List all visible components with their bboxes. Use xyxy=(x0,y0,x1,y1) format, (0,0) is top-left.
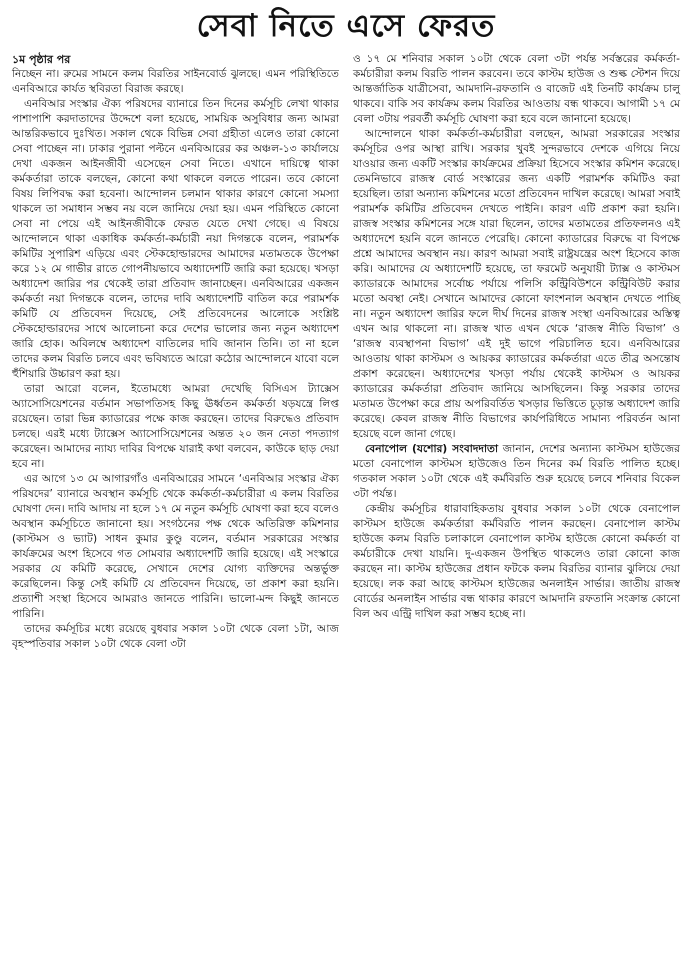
continued-from-label: ১ম পৃষ্ঠার পর xyxy=(12,53,71,66)
dateline-text: জানান, দেশের অন্যান্য কাস্টমস হাউজের মতো বেনাপোল কাস্টমস হাউজেও তিন দিনের কর্ম বিরতি পালিত হচ্ছে। গতকাল সকাল ১০টা থেকে এই কর্মবিরতি শুরু হয়েছে চলবে শনিবার বিকেল ৩টা পর্যন্ত। xyxy=(353,443,680,500)
paragraph: আন্দোলনে থাকা কর্মকর্তা-কর্মচারীরা বলছেন, আমরা সরকারের সংস্কার কর্মসূচির ওপর আস্থা রাখি। সরকার খুবই সুন্দরভাবে দেশকে এগিয়ে নিয়ে যাওয়ার জন্য একটি সংস্কার কার্যক্রমের প্রক্রিয়া হিসেবে সংস্কার কমিশন করেছে। তেমনিভাবে রাজস্ব বোর্ড সংস্কারের জন্য একটি পরামর্শক কমিটিও করা হয়েছিল। তারা অন্যান্য কমিশনের মতো প্রতিবেদন দাখিল করেছে। আমরা সবাই পরামর্শক কমিটির প্রতিবেদন দেখতে পাইনি। কারণ এটি প্রকাশ করা হয়নি। রাজস্ব সংস্কার কমিশনের সঙ্গে যারা ছিলেন, তাদের মতামতের প্রতিফলনও এই অধ্যাদেশে হয়নি বলে জানতে পেরেছি। কোনো ক্যাডারের বিরুদ্ধে বা বিপক্ষে প্রশ্নে আমাদের অবস্থান নয়। কারণ আমরা সবাই রাষ্ট্রযন্ত্রের অংশ হিসেবে কাজ করি। আমাদের যে অধ্যাদেশটি হয়েছে, তা ফরমেট অনুযায়ী ট্যাক্স ও কাস্টমস ক্যাডারকে আমাদের সর্বোচ্চ পর্যায়ে পলিসি কন্ট্রিবিউশনে কন্ট্রিবিউট করার মতো অবস্থা নেই। সেখানে আমাদের কোনো ফাংশনাল অবস্থান দেখতে পাচ্ছি না। নতুন অধ্যাদেশ জারির ফলে দীর্ঘ দিনের রাজস্ব সংস্থা এনবিআরের অস্তিত্ব এখন আর থাকলো না। রাজস্ব খাত এখন থেকে ‘রাজস্ব নীতি বিভাগ’ ও ‘রাজস্ব ব্যবস্থাপনা বিভাগ’ এই দুই ভাগে পরিচালিত হবে। এনবিআরের আওতায় থাকা কাস্টমস ও আয়কর ক্যাডারের কর্মকর্তারা এতে তীব্র অসন্তোষ প্রকাশ করেছেন। অধ্যাদেশের খসড়া পর্যায় থেকেই কাস্টমস ও আয়কর ক্যাডারের কর্মকর্তারা প্রতিবাদ জানিয়ে আসছিলেন। কিন্তু সরকার তাদের মতামত উপেক্ষা করে প্রায় অপরিবর্তিত খসড়ার ভিত্তিতে চূড়ান্ত অধ্যাদেশ জারি করেছে। কেবল রাজস্ব নীতি বিভাগের কার্যপরিধিতে সামান্য পরিবর্তন আনা হয়েছে বলে জানা গেছে। xyxy=(353,128,680,440)
paragraph: এর আগে ১৩ মে আগারগাঁও এনবিআরের সামনে ‘এনবিআর সংস্কার ঐক্য পরিষদের’ ব্যানারে অবস্থান কর্মসূচি থেকে কর্মকর্তা-কর্মচারীরা এ কলম বিরতির ঘোষণা দেন। দাবি আদায় না হলে ১৭ মে নতুন কর্মসূচি ঘোষণা করা হবে বলেও অবস্থান কর্মসূচিতে জানানো হয়। সংগঠনের পক্ষ থেকে অতিরিক্ত কমিশনার (কাস্টমস ও ভ্যাট) সাধন কুমার কুণ্ডু বলেন, বর্তমান সরকারের সংস্কার কার্যক্রমের অংশ হিসেবে গত সোমবার অধ্যাদেশটি জারি হয়েছে। এই সংস্কারে সরকার যে কমিটি করেছে, সেখানে দেশের যোগ্য ব্যক্তিদের অন্তর্ভুক্ত করেছিলেন। কিন্তু সেই কমিটি যে প্রতিবেদন দিয়েছে, তা প্রকাশ করা হয়নি। প্রত্যাশী সংস্থা হিসেবে আমরাও জানতে পারিনি। ভালো-মন্দ কিছুই জানতে পারিনি। xyxy=(12,473,339,620)
right-column xyxy=(353,52,680,652)
paragraph: তাদের কর্মসূচির মধ্যে রয়েছে বুধবার সকাল ১০টা থেকে বেলা ১টা, আজ বৃহস্পতিবার সকাল ১০টা থেকে বেলা ৩টা xyxy=(12,623,339,650)
paragraph: তারা আরো বলেন, ইতোমধ্যে আমরা দেখেছি বিসিএস ট্যাক্সেস অ্যাসোসিয়েশনের বর্তমান সভাপতিসহ কিছু ঊর্ধ্বতন কর্মকর্তা ষড়যন্ত্রে লিপ্ত রয়েছেন। তারা ভিন্ন ক্যাডারের পক্ষে কাজ করছেন। তাদের বিরুদ্ধেও প্রতিবাদ চলছে। এরই মধ্যে ট্যাক্সেস অ্যাসোসিয়েশনের অন্তত ২০ জন নেতা পদত্যাগ করেছেন। আমাদের ন্যায্য দাবির বিপক্ষে যারাই কথা বলবেন, কাউকে ছাড় দেয়া হবে না। xyxy=(12,383,339,470)
article-columns xyxy=(12,52,680,652)
left-column xyxy=(12,52,339,652)
dateline: বেনাপোল (যশোর) সংবাদদাতা xyxy=(365,443,499,455)
headline: সেবা নিতে এসে ফেরত xyxy=(196,8,496,44)
paragraph: নিচ্ছেন না। রুমের সামনে কলম বিরতির সাইনবোর্ড ঝুলছে। এমন পরিস্থিতিতে এনবিআরে কার্যত স্থবিরতা বিরাজ করছে। xyxy=(12,68,339,95)
paragraph: ও ১৭ মে শনিবার সকাল ১০টা থেকে বেলা ৩টা পর্যন্ত সর্বস্তরের কর্মকর্তা-কর্মচারীরা কলম বিরতি পালন করবেন। তবে কাস্টম হাউজ ও শুল্ক স্টেশন দিয়ে আন্তর্জাতিক যাত্রীসেবা, আমদানি-রফতানি ও বাজেট এই তিনটি কার্যক্রম চালু থাকবে। বাকি সব কার্যক্রম কলম বিরতির আওতায় বন্ধ থাকবে। আগামী ১৭ মে বেলা ৩টায় পরবর্তী কর্মসূচি ঘোষণা করা হবে বলে জানানো হয়েছে। xyxy=(353,53,680,125)
paragraph: এনবিআর সংস্কার ঐক্য পরিষদের ব্যানারে তিন দিনের কর্মসূচি লেখা থাকার পাশাপাশি করদাতাদের উদ্দেশে বলা হয়েছে, সাময়িক অসুবিধার জন্য আমরা আন্তরিকভাবে দুঃখিত। সকাল থেকে বিভিন্ন সেবা গ্রহীতা এলেও তারা কোনো সেবা পাচ্ছেন না। ঢাকার পুরানা পল্টনে এনবিআরের কর অঞ্চল-১৩ কার্যালয়ে দেখা একজন আইনজীবী এসেছেন সেবা নিতে। এখানে দায়িত্বে থাকা কর্মকর্তারা তাকে বলছেন, কোনো কথা থাকলে বলতে পারেন। তবে কোনো বিষয় লিপিবদ্ধ করা হবেনা। আন্দোলন চলমান থাকার কারণে কোনো সমস্যা থাকলে তা সমাধান সম্ভব নয় বলে জানিয়ে দেয়া হয়। এমন পরিস্থিতে কোনো সেবা না পেয়ে এই আইনজীবীকে ফেরত যেতে দেখা গেছে। এ বিষয়ে আন্দোলনে থাকা একাধিক কর্মকর্তা-কর্মচারী নয়া দিগন্তকে বলেন, পরামর্শক কমিটির সুপারিশ এড়িয়ে এবং স্টেকহোল্ডারদের আমাদের মতামতকে উপেক্ষা করে ১২ মে গাভীর রাতে গোপনীয়ভাবে অধ্যাদেশটি জারি করা হয়েছে। খসড়া অধ্যাদেশ জারির পর থেকেই তারা প্রতিবাদ জানাচ্ছেন। এনবিআরের একজন কর্মকর্তা নয়া দিগন্তকে বলেন, তাদের দাবি অধ্যাদেশটি বাতিল করে পরামর্শক কমিটি যে প্রতিবেদন দিয়েছে, সেই প্রতিবেদনের আলোকে সংশ্লিষ্ট স্টেকহোল্ডারদের সাথে আলোচনা করে দেশের ভালোর জন্য নতুন অধ্যাদেশ জারি হোক। অবিলম্বে অধ্যাদেশ বাতিলের দাবি জানান তিনি। তা না হলে তাদের কলম বিরতি চলবে এবং ভবিষ্যতে আরো কঠোর আন্দোলনে যাবো বলে হুঁশিয়ারি উচ্চারণ করা হয়। xyxy=(12,98,339,380)
paragraph: কেন্দ্রীয় কর্মসূচির ধারাবাহিকতায় বুধবার সকাল ১০টা থেকে বেনাপোল কাস্টমস হাউজে কর্মকর্তারা কর্মবিরতি পালন করছেন। বেনাপোল কাস্টম হাউজে কলম বিরতি চলাকালে বেনাপোল কাস্টম হাউজে কোনো কর্মকর্তা বা কর্মচারীকে দেখা যায়নি। দু-একজন উপস্থিত থাকলেও তারা কোনো কাজ করছেন না। কাস্টম হাউজের প্রধান ফটকে কলম বিরতির ব্যানার ঝুলিয়ে দেয়া হয়েছে। লক করা আছে কাস্টমস হাউজের অনলাইন সার্ভার। জাতীয় রাজস্ব বোর্ডের অনলাইন সার্ভার বন্ধ থাকার কারণে আমদানি রফতানি সংক্রান্ত কোনো বিল অব এন্ট্রি দাখিল করা সম্ভব হচ্ছে না। xyxy=(353,503,680,620)
dateline-paragraph xyxy=(353,442,680,502)
